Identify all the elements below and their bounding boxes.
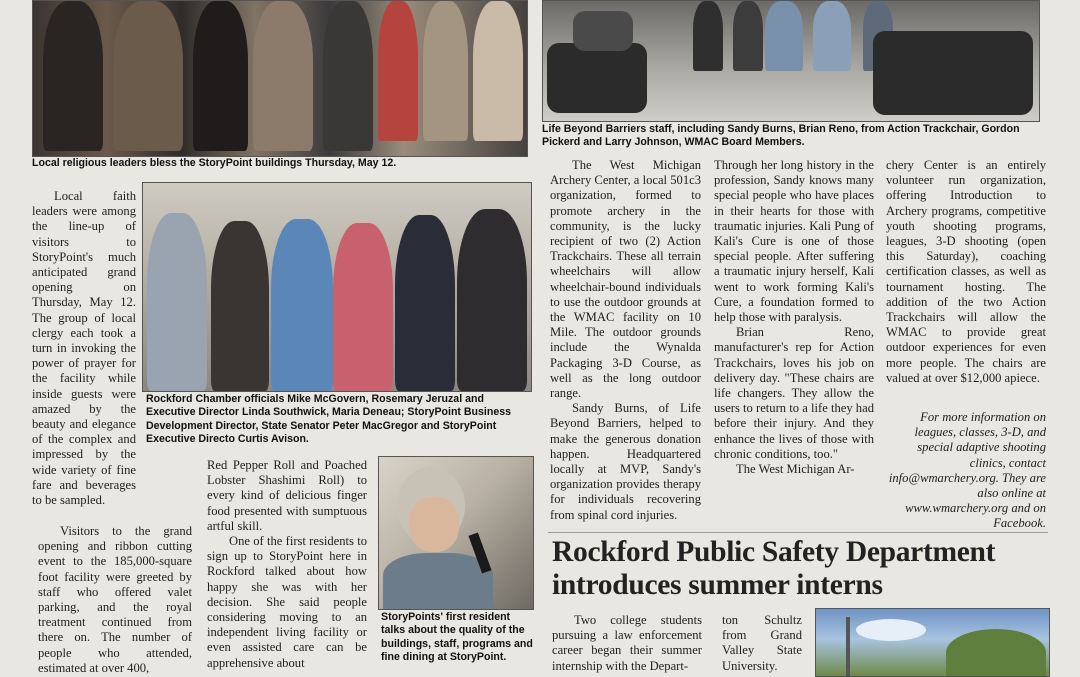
- paragraph: Visitors to the grand opening and ribbon cutting event to the 185,000-square foot facility were greeted by staff who offered valet parking, and the royal treatment continued from there on. The number of people who attended, estimated at over 400,: [38, 524, 192, 675]
- photo-chamber-officials: [142, 182, 532, 392]
- paragraph: Sandy Burns, of Life Beyond Barriers, helped to make the generous donation happen. Headquartered locally at MVP, Sandy's organization provides therapy for individuals recovering from spinal cord injuries.: [550, 401, 701, 522]
- paragraph: One of the first residents to sign up to StoryPoint here in Rockford talked about how happy she was with her decision. She said people considering moving to an independent living facility or even assisted care can be apprehensive about: [207, 534, 367, 670]
- section-divider: [548, 532, 1048, 533]
- paragraph: The West Michigan Ar-: [736, 462, 855, 477]
- storypoint-column-1b: [38, 524, 192, 675]
- photo-sky-building: [815, 608, 1050, 677]
- caption-resident: StoryPoints' first resident talks about the quality of the buildings, staff, programs and fine dining at StoryPoint.: [381, 611, 533, 663]
- safety-column-1: [552, 613, 702, 675]
- paragraph: Through her long history in the profession, Sandy knows many special people who have places in their hearts for those with traumatic injuries. Kali Pung of Kali's Cure is one of those special people. After suffering a traumatic injury herself, Kali went to work forming Kali's Cure, a foundation formed to help those with paralysis.: [714, 158, 874, 325]
- caption-trackchair: Life Beyond Barriers staff, including Sandy Burns, Brian Reno, from Action Trackchair, Gordon Pickerd and Larry Johnson, WMAC Board Members.: [542, 123, 1020, 149]
- storypoint-column-1a: [32, 189, 136, 529]
- archery-column-2: [714, 158, 874, 528]
- paragraph: Local faith leaders were among the line-up of visitors to StoryPoint's much anticipated grand opening on Thursday, May 12. The group of local clergy each took a turn in invoking the power of prayer for the facility while inside guests were amazed by the beauty and elegance of the complex and impressed by the wide variety of fine fare and beverages to be sampled.: [32, 189, 136, 508]
- caption-chamber: Rockford Chamber officials Mike McGovern, Rosemary Jeruzal and Executive Director Linda Southwick, Maria Deneau; StoryPoint Business Development Director, State Senator Peter MacGregor and StoryPoint Executive Directo Curtis Avison.: [146, 393, 511, 445]
- archery-info: [886, 410, 1046, 531]
- photo-first-resident: [378, 456, 534, 610]
- caption-blessing: Local religious leaders bless the StoryPoint buildings Thursday, May 12.: [32, 157, 397, 169]
- paragraph: Two college students pursuing a law enforcement career began their summer internship with the Depart-: [552, 613, 702, 673]
- archery-column-3: [886, 158, 1046, 410]
- photo-trackchairs: [542, 0, 1040, 122]
- paragraph: Brian Reno, manufacturer's rep for Action Trackchairs, loves his job on delivery day. "These chairs are life changers. They allow the users to return to a life they had before their injury. And they enhance the lives of those with chronic conditions, too.": [714, 325, 874, 461]
- info-paragraph: For more information on leagues, classes, 3-D, and special adaptive shooting clinics, contact info@wmarchery.org. They are also online at www.wmarchery.org and on Facebook.: [888, 410, 1046, 531]
- paragraph: ton Schultz from Grand Valley State University.: [722, 613, 802, 673]
- photo-religious-leaders: [32, 0, 528, 157]
- paragraph: The West Michigan Archery Center, a local 501c3 organization, formed to promote archery in the community, is the lucky recipient of two (2) Action Trackchairs. These all terrain wheelchairs will allow wheelchair-bound individuals to use the outdoor grounds at the WMAC facility on 10 Mile. The outdoor grounds include the Wynalda Packaging 3-D Course, as well as the long outdoor range.: [550, 158, 701, 401]
- storypoint-column-2: [207, 458, 367, 675]
- headline-public-safety: Rockford Public Safety Department introduces summer interns: [552, 536, 996, 601]
- paragraph: Red Pepper Roll and Poached Lobster Shashimi Roll) to every kind of delicious finger food presented with sumptuous artful skill.: [207, 458, 367, 533]
- paragraph: chery Center is an entirely volunteer run organization, offering Introduction to Archery programs, competitive youth shooting programs, leagues, 3-D shooting (open this Saturday), coaching certification classes, as well as tournament hosting. The addition of the two Action Trackchairs will allow the WMAC to provide great outdoor experiences for even more people. The chairs are valued at over $12,000 apiece.: [886, 158, 1046, 385]
- archery-column-1: [550, 158, 701, 528]
- safety-column-2: [722, 613, 802, 675]
